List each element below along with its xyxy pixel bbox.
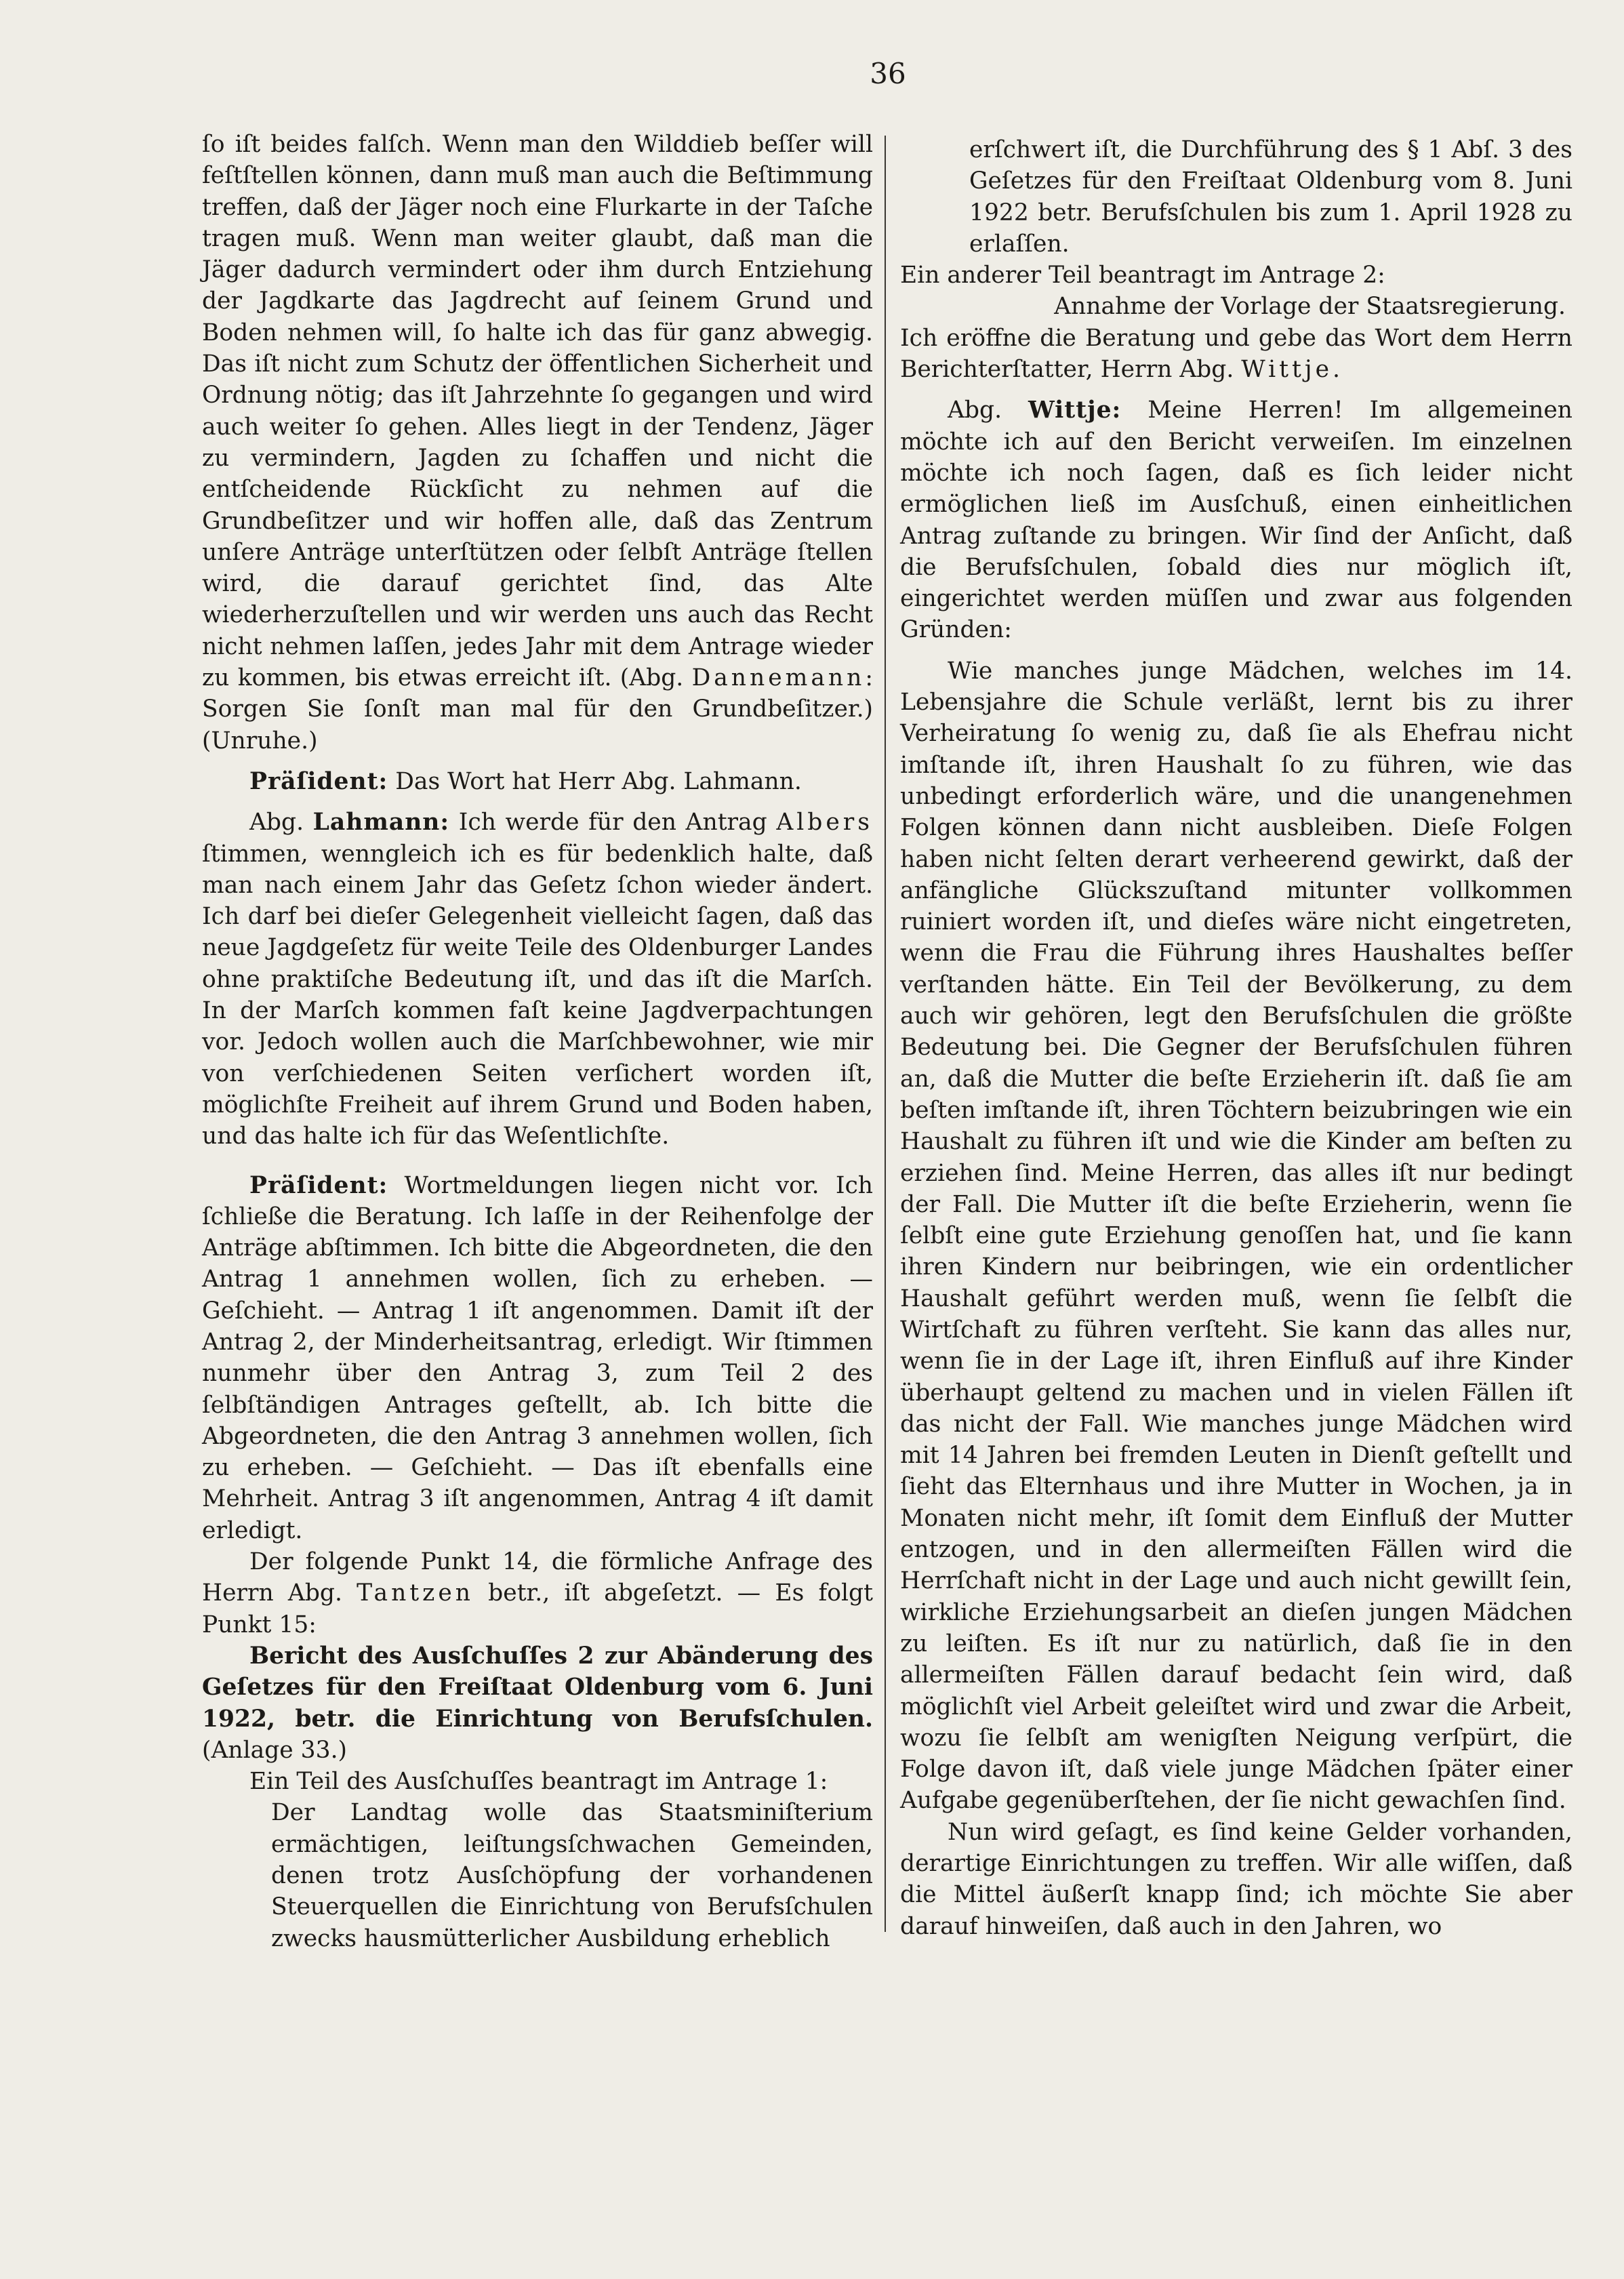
paragraph-text: Das Wort hat Herr Abg. Lahmann. bbox=[388, 767, 802, 795]
paragraph bbox=[202, 766, 873, 797]
paragraph-text: betr., iſt abgeſetzt. — Es folgt Punkt 15: bbox=[202, 1579, 873, 1638]
paragraph bbox=[202, 1170, 873, 1547]
paragraph: Nun wird geſagt, es ſind keine Gelder vorhanden, derartige Einrichtungen zu treffen. Wir alle wiſſen, daß die Mittel äußerſt knapp ſind; ich möchte Sie aber darauf hinweiſen, daß auch in den Jahren, wo bbox=[900, 1818, 1572, 1940]
page-number: 36 bbox=[870, 57, 906, 90]
right-column bbox=[900, 134, 1572, 1942]
paragraph-text: . bbox=[1333, 356, 1340, 384]
paragraph-text: (Anlage 33.) bbox=[202, 1736, 347, 1764]
column-divider bbox=[885, 136, 886, 1932]
paragraph-text: Meine Herren! Im allgemeinen möchte ich auf den Bericht verweiſen. Im einzelnen möchte ich noch ſagen, daß es ſich leider nicht ermöglichen ließ im Ausſchuß, einen einheitlichen Antrag zuſtande zu bringen. Wir ſind der Anſicht, daß die Berufsſchulen, ſobald dies nur möglich iſt, eingerichtet werden müſſen und zwar aus folgenden Gründen: bbox=[900, 397, 1572, 644]
speaker-name: Albers bbox=[776, 809, 873, 836]
paragraph bbox=[202, 129, 873, 757]
motion-text: Der Landtag wolle das Staatsminiſterium ermächtigen, leiſtungsſchwachen Gemeinden, denen trotz Ausſchöpfung der vorhandenen Steuerquellen die Einrichtung von Berufsſchulen zwecks hausmütterlicher Ausbildung erheblich bbox=[271, 1799, 873, 1952]
speaker-name: Wittje bbox=[1241, 356, 1333, 384]
paragraph: Wie manches junge Mädchen, welches im 14. Lebensjahre die Schule verläßt, lernt bis zu ihrer Verheiratung ſo wenig zu, daß ſie als Ehefrau nicht imſtande iſt, ihren Haushalt ſo zu führen, wie das unbedingt erforderlich wäre, und die unangenehmen Folgen können dann nicht ausbleiben. Dieſe Folgen haben nicht ſelten derart verheerend gewirkt, daß der anfängliche Glückszuſtand mitunter vollkommen ruiniert worden iſt, und dieſes wäre nicht eingetreten, wenn die Frau die Führung ihres Haushaltes beſſer verſtanden hätte. Ein Teil der Bevölkerung, zu dem auch wir gehören, legt den Berufsſchulen die größte Bedeutung bei. Die Gegner der Berufsſchulen führen an, daß die Mutter die beſte Erzieherin iſt. daß ſie am beſten imſtande iſt, ihren Töchtern beizubringen wie ein Haushalt zu führen iſt und wie die Kinder am beſten zu erziehen ſind. Meine Herren, das alles iſt nur bedingt der Fall. Die Mutter iſt die beſte Erzieherin, wenn ſie ſelbſt eine gute Erziehung genoſſen hat, und ſie kann ihren Kindern nur beibringen, wie ein ordentlicher Haushalt geführt werden muß, wenn ſie ſelbſt die Wirtſchaft zu führen verſteht. Sie kann das alles nur, wenn ſie in der Lage iſt, ihren Einfluß auf ihre Kinder überhaupt geltend zu machen und in vielen Fällen iſt das nicht der Fall. Wie manches junge Mädchen wird mit 14 Jahren bei fremden Leuten in Dienſt geſtellt und ſieht das Elternhaus und ihre Mutter in Wochen, ja in Monaten nicht mehr, iſt ſomit dem Einfluß der Mutter entzogen, und in den allermeiſten Fällen wird die Herrſchaft nicht in der Lage und auch nicht gewillt ſein, wirkliche Erziehungsarbeit an dieſen jungen Mädchen zu leiſten. Es iſt nur zu natürlich, daß ſie in den allermeiſten Fällen darauf bedacht ſein wird, daß möglichſt viel Arbeit geleiſtet wird und zwar die Arbeit, wozu ſie ſelbſt am wenigſten Neigung verſpürt, die Folge davon iſt, daß viele junge Mädchen ſpäter einer Aufgabe gegenüberſtehen, der ſie nicht gewachſen ſind. bbox=[900, 657, 1572, 1815]
paragraph: Ein Teil des Ausſchuſſes beantragt im Antrage 1: bbox=[249, 1768, 828, 1796]
speaker-name: Tantzen bbox=[357, 1579, 474, 1607]
paragraph-text: Wortmeldungen liegen nicht vor. Ich ſchließe die Beratung. Ich laſſe in der Reihenfolge der Anträge abſtimmen. Ich bitte die Abgeordneten, die den Antrag 1 annehmen wollen, ſich zu erheben. — Geſchieht. — Antrag 1 iſt angenommen. Damit iſt der Antrag 2, der Minderheitsantrag, erledigt. Wir ſtimmen nunmehr über den Antrag 3, zum Teil 2 des ſelbſtändigen Antrages geſtellt, ab. Ich bitte die Abgeordneten, die den Antrag 3 annehmen wollen, ſich zu erheben. — Geſchieht. — Das iſt ebenfalls eine Mehrheit. Antrag 3 iſt angenommen, Antrag 4 iſt damit erledigt. bbox=[202, 1171, 873, 1544]
agenda-item bbox=[202, 1640, 873, 1766]
speaker-label: Wittje: bbox=[1028, 397, 1122, 424]
motion-text: Annahme der Vorlage der Staatsregierung. bbox=[1054, 293, 1566, 321]
speaker-label: Präſident: bbox=[249, 1171, 388, 1199]
paragraph-text: ſo iſt beides falſch. Wenn man den Wilddieb beſſer will feſtſtellen können, dann muß man auch die Beſtimmung treffen, daß der Jäger noch eine Flurkarte in der Taſche tragen muß. Wenn man weiter glaubt, daß man die Jäger dadurch vermindert oder ihm durch Entziehung der Jagdkarte das Jagdrecht auf ſeinem Grund und Boden nehmen will, ſo halte ich das für ganz abwegig. Das iſt nicht zum Schutz der öffentlichen Sicherheit und Ordnung nötig; das iſt Jahrzehnte ſo gegangen und wird auch weiter ſo gehen. Alles liegt in der Tendenz, Jäger zu vermindern, Jagden zu ſchaffen und nicht die entſcheidende Rückſicht zu nehmen auf die Grundbeſitzer und wir hoffen alle, daß das Zentrum unſere Anträge unterſtützen oder ſelbſt Anträge ſtellen wird, die darauf gerichtet ſind, das Alte wiederherzuſtellen und wir werden uns auch das Recht nicht nehmen laſſen, jedes Jahr mit dem Antrage wieder zu kommen, bis etwas erreicht iſt. (Abg. bbox=[202, 131, 873, 692]
paragraph: Ein anderer Teil beantragt im Antrage 2: bbox=[900, 262, 1385, 289]
paragraph-text: : Sorgen Sie ſonſt man mal für den Grundbeſitzer.) (Unruhe.) bbox=[202, 664, 873, 754]
paragraph-text: ſtimmen, wenngleich ich es für bedenklich halte, daß man nach einem Jahr das Geſetz ſchon wieder ändert. Ich darf bei dieſer Gelegenheit vielleicht ſagen, daß das neue Jagdgeſetz für weite Teile des Oldenburger Landes ohne praktiſche Bedeutung iſt, und das iſt die Marſch. In der Marſch kommen faſt keine Jagdverpachtungen vor. Jedoch wollen auch die Marſchbewohner, wie mir von verſchiedenen Seiten verſichert worden iſt, möglichſte Freiheit auf ihrem Grund und Boden haben, und das halte ich für das Weſentlichſte. bbox=[202, 840, 873, 1150]
paragraph-text: Ich eröffne die Beratung und gebe das Wort dem Herrn Berichterſtatter, Herrn Abg. bbox=[900, 324, 1572, 384]
speaker-label: Lahmann: bbox=[312, 809, 450, 836]
paragraph bbox=[202, 1546, 873, 1640]
speaker-name: Dannemann bbox=[691, 664, 866, 692]
speaker-label: Präſident: bbox=[249, 767, 388, 795]
paragraph bbox=[900, 323, 1572, 386]
motion-text: erſchwert iſt, die Durchführung des § 1 Abſ. 3 des Geſetzes für den Freiſtaat Oldenburg vom 8. Juni 1922 betr. Berufsſchulen bis zum 1. April 1928 zu erlaſſen. bbox=[969, 136, 1572, 258]
paragraph-text: Der folgende Punkt 14, die förmliche Anfrage des Herrn Abg. bbox=[202, 1548, 873, 1607]
speaker-prefix: Abg. bbox=[948, 397, 1028, 424]
paragraph-text: Ich werde für den Antrag bbox=[449, 809, 777, 836]
left-column bbox=[202, 129, 873, 1954]
agenda-title: Bericht des Ausſchuſſes 2 zur Abänderung des Geſetzes für den Freiſtaat Oldenburg vom 6. Juni 1922, betr. die Einrichtung von Berufsſchulen. bbox=[202, 1642, 873, 1733]
paragraph bbox=[202, 807, 873, 1152]
speaker-prefix: Abg. bbox=[249, 809, 313, 836]
paragraph bbox=[900, 395, 1572, 645]
